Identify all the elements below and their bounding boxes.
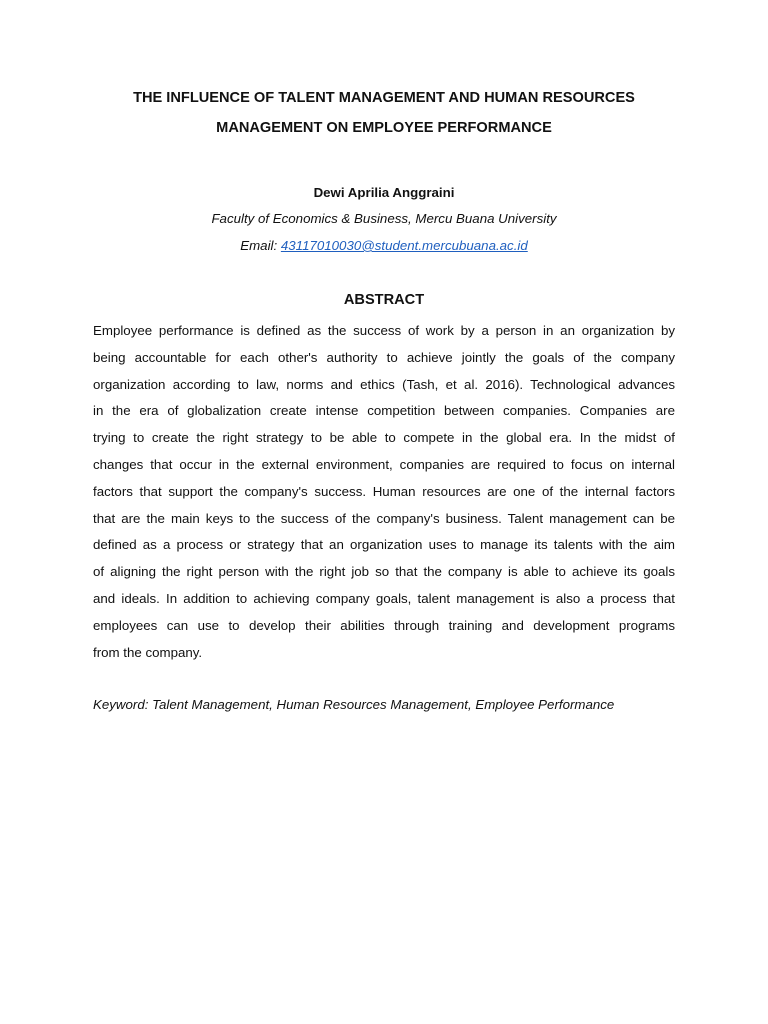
email-label: Email: (240, 238, 281, 253)
abstract-line: factors that support the company's success. Human resources are one of the internal factors (93, 483, 675, 499)
abstract-line: trying to create the right strategy to be able to compete in the global era. In the midst of (93, 430, 675, 446)
abstract-line: Employee performance is defined as the success of work by a person in an organization by (93, 323, 675, 338)
abstract-body (93, 318, 675, 666)
abstract-line: of aligning the right person with the right job so that the company is able to achieve its goals (93, 564, 675, 580)
email-link[interactable]: 43117010030@student.mercubuana.ac.id (280, 238, 528, 253)
abstract-line: in the era of globalization create intense competition between companies. Companies are (93, 403, 675, 419)
abstract-heading: ABSTRACT (343, 292, 425, 308)
paper-title-line-2: MANAGEMENT ON EMPLOYEE PERFORMANCE (216, 120, 552, 136)
paper-title-line-1: THE INFLUENCE OF TALENT MANAGEMENT AND HUMAN RESOURCES (133, 90, 635, 106)
author-email-line (60, 237, 708, 255)
abstract-line: organization according to law, norms and ethics (Tash, et al. 2016). Technological advances (93, 376, 675, 392)
keywords-line: Keyword: Talent Management, Human Resources Management, Employee Performance (93, 697, 615, 712)
abstract-line: defined as a process or strategy that an organization uses to manage its talents with the aim (93, 537, 675, 553)
abstract-line: and ideals. In addition to achieving company goals, talent management is also a process that (93, 590, 675, 606)
abstract-line: that are the main keys to the success of the company's business. Talent management can be (93, 510, 675, 526)
abstract-line: from the company. (93, 644, 203, 660)
abstract-line: employees can use to develop their abilities through training and development programs (93, 617, 675, 633)
author-name: Dewi Aprilia Anggraini (313, 185, 455, 200)
author-affiliation: Faculty of Economics & Business, Mercu Buana University (211, 211, 557, 226)
abstract-line: changes that occur in the external environment, companies are required to focus on internal (93, 456, 675, 472)
abstract-line: being accountable for each other's authority to achieve jointly the goals of the company (93, 349, 675, 365)
